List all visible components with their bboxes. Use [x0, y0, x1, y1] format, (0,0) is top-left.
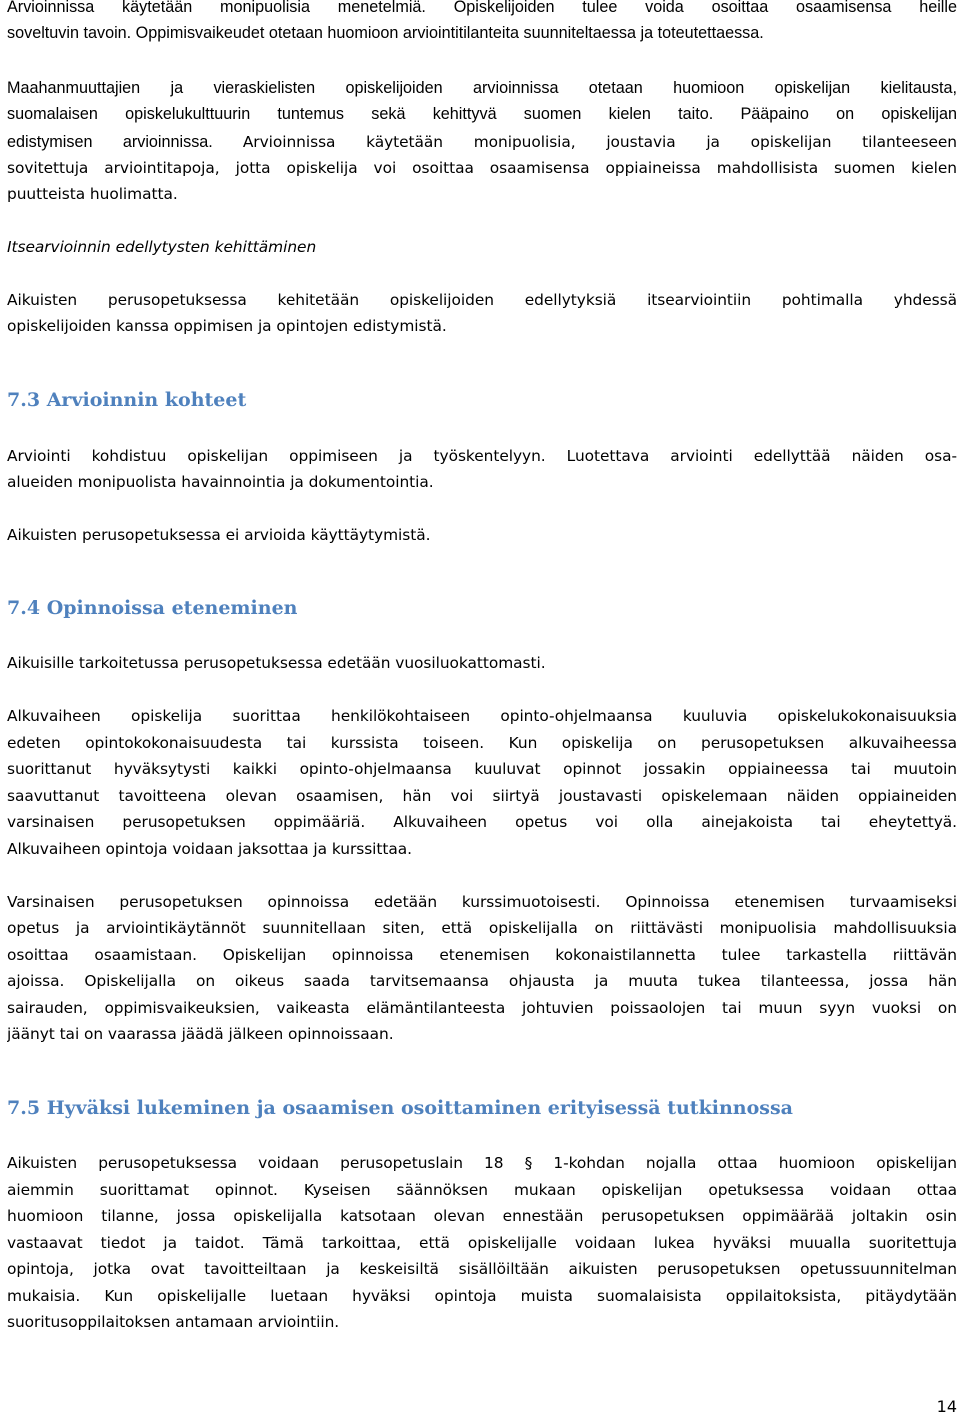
- paragraph-line: ajoissa. Opiskelijalla on oikeus saada tarvitsemaansa ohjausta ja muuta tukea tilanteessa, jossa hän: [7, 972, 957, 990]
- paragraph-line: opiskelijoiden kanssa oppimisen ja opintojen edistymistä.: [7, 317, 447, 335]
- paragraph-line: edeten opintokokonaisuudesta tai kurssista toiseen. Kun opiskelija on perusopetuksen alkuvaiheessa: [7, 734, 957, 752]
- paragraph-line: jäänyt tai on vaarassa jäädä jälkeen opinnoissaan.: [7, 1025, 394, 1043]
- paragraph-line: mukaisia. Kun opiskelijalle luetaan hyväksi opintoja muista suomalaisista oppilaitoksista, pitäydytään: [7, 1287, 957, 1305]
- document-page: [7, 0, 957, 1418]
- paragraph-line: opetus ja arviointikäytännöt suunnitellaan siten, että opiskelijalla on riittävästi monipuolisia mahdollisuuksia: [7, 919, 957, 937]
- paragraph-line: soveltuvin tavoin. Oppimisvaikeudet otetaan huomioon arviointitilanteita suunniteltaessa ja toteutettaessa.: [7, 24, 764, 42]
- paragraph-line: suoritusoppilaitoksen antamaan arviointiin.: [7, 1313, 340, 1331]
- page-number: 14: [936, 1397, 957, 1416]
- section-heading-7-3: [7, 385, 246, 415]
- paragraph-line: Aikuisten perusopetuksessa kehitetään opiskelijoiden edellytyksiä itsearviointiin pohtimalla yhdessä: [7, 291, 957, 309]
- paragraph-line: Arvioinnissa käytetään monipuolisia menetelmiä. Opiskelijoiden tulee voida osoittaa osaamisensa heille: [7, 0, 957, 16]
- subheading: Itsearvioinnin edellytysten kehittäminen: [7, 238, 317, 256]
- section-title: Opinnoissa eteneminen: [46, 597, 298, 619]
- paragraph-line: suomalaisen opiskelukulttuurin tuntemus sekä kehittyvä suomen kielen taito. Pääpaino on opiskelijan: [7, 105, 957, 123]
- paragraph-line: osoittaa osaamistaan. Opiskelijan opinnoissa etenemisen kokonaistilannetta tulee tarkastella riittävän: [7, 946, 957, 964]
- paragraph-line: saavuttanut tavoitteena olevan osaamisen, hän voi siirtyä joustavasti opiskelemaan näiden oppiaineiden: [7, 787, 957, 805]
- paragraph-line: Aikuisille tarkoitetussa perusopetuksessa edetään vuosiluokattomasti.: [7, 654, 546, 672]
- section-title: Hyväksi lukeminen ja osaamisen osoittaminen erityisessä tutkinnossa: [46, 1097, 793, 1119]
- section-title: Arvioinnin kohteet: [46, 389, 247, 411]
- paragraph-line: Aikuisten perusopetuksessa voidaan perusopetuslain 18 § 1-kohdan nojalla ottaa huomioon opiskelijan: [7, 1154, 957, 1172]
- paragraph-line: sovitettuja arviointitapoja, jotta opiskelija voi osoittaa osaamisensa oppiaineissa mahdollisista suomen kielen: [7, 159, 957, 177]
- section-number: 7.5: [7, 1097, 41, 1119]
- paragraph-line: vastaavat tiedot ja taidot. Tämä tarkoittaa, että opiskelijalle voidaan lukea hyväksi muualla suoritettuja: [7, 1234, 957, 1252]
- section-heading-7-4: [7, 593, 297, 623]
- paragraph-line: aiemmin suorittamat opinnot. Kyseisen säännöksen mukaan opiskelijan opetuksessa voidaan ottaa: [7, 1181, 957, 1199]
- paragraph-line: alueiden monipuolista havainnointia ja dokumentointia.: [7, 473, 434, 491]
- section-number: 7.3: [7, 389, 41, 411]
- paragraph-line: Maahanmuuttajien ja vieraskielisten opiskelijoiden arvioinnissa otetaan huomioon opiskelijan kielitausta,: [7, 79, 957, 97]
- paragraph-line: Arviointi kohdistuu opiskelijan oppimiseen ja työskentelyyn. Luotettava arviointi edellyttää näiden osa-: [7, 447, 957, 465]
- paragraph-segment: edistymisen arvioinnissa.: [7, 133, 213, 151]
- paragraph-line: Varsinaisen perusopetuksen opinnoissa edetään kurssimuotoisesti. Opinnoissa etenemisen turvaamiseksi: [7, 893, 957, 911]
- paragraph-line: Alkuvaiheen opintoja voidaan jaksottaa ja kurssittaa.: [7, 840, 412, 858]
- paragraph-line: varsinaisen perusopetuksen oppimääriä. Alkuvaiheen opetus voi olla ainejakoista tai eheytettyä.: [7, 813, 957, 831]
- paragraph-line: sairauden, oppimisvaikeuksien, vaikeasta elämäntilanteesta johtuvien poissaolojen tai muun syyn vuoksi on: [7, 999, 957, 1017]
- paragraph-line: suorittanut hyväksytysti kaikki opinto-ohjelmaansa kuuluvat opinnot jossakin oppiaineessa tai muutoin: [7, 760, 957, 778]
- paragraph-line: puutteista huolimatta.: [7, 185, 178, 203]
- paragraph-line: Alkuvaiheen opiskelija suorittaa henkilökohtaiseen opinto-ohjelmaansa kuuluvia opiskelukokonaisuuksia: [7, 707, 957, 725]
- paragraph-line: Aikuisten perusopetuksessa ei arvioida käyttäytymistä.: [7, 526, 431, 544]
- paragraph-line: opintoja, jotka ovat tavoitteiltaan ja keskeisiltä sisällöiltään aikuisten perusopetuksen opetussuunnitelman: [7, 1260, 957, 1278]
- paragraph-line: huomioon tilanne, jossa opiskelijalla katsotaan olevan ennestään perusopetuksen oppimäärää joltakin osin: [7, 1207, 957, 1225]
- paragraph-segment: Arvioinnissa käytetään monipuolisia, joustavia ja opiskelijan tilanteeseen: [242, 133, 957, 151]
- section-number: 7.4: [7, 597, 41, 619]
- paragraph-line-mixed: [7, 129, 957, 155]
- section-heading-7-5: [7, 1093, 793, 1123]
